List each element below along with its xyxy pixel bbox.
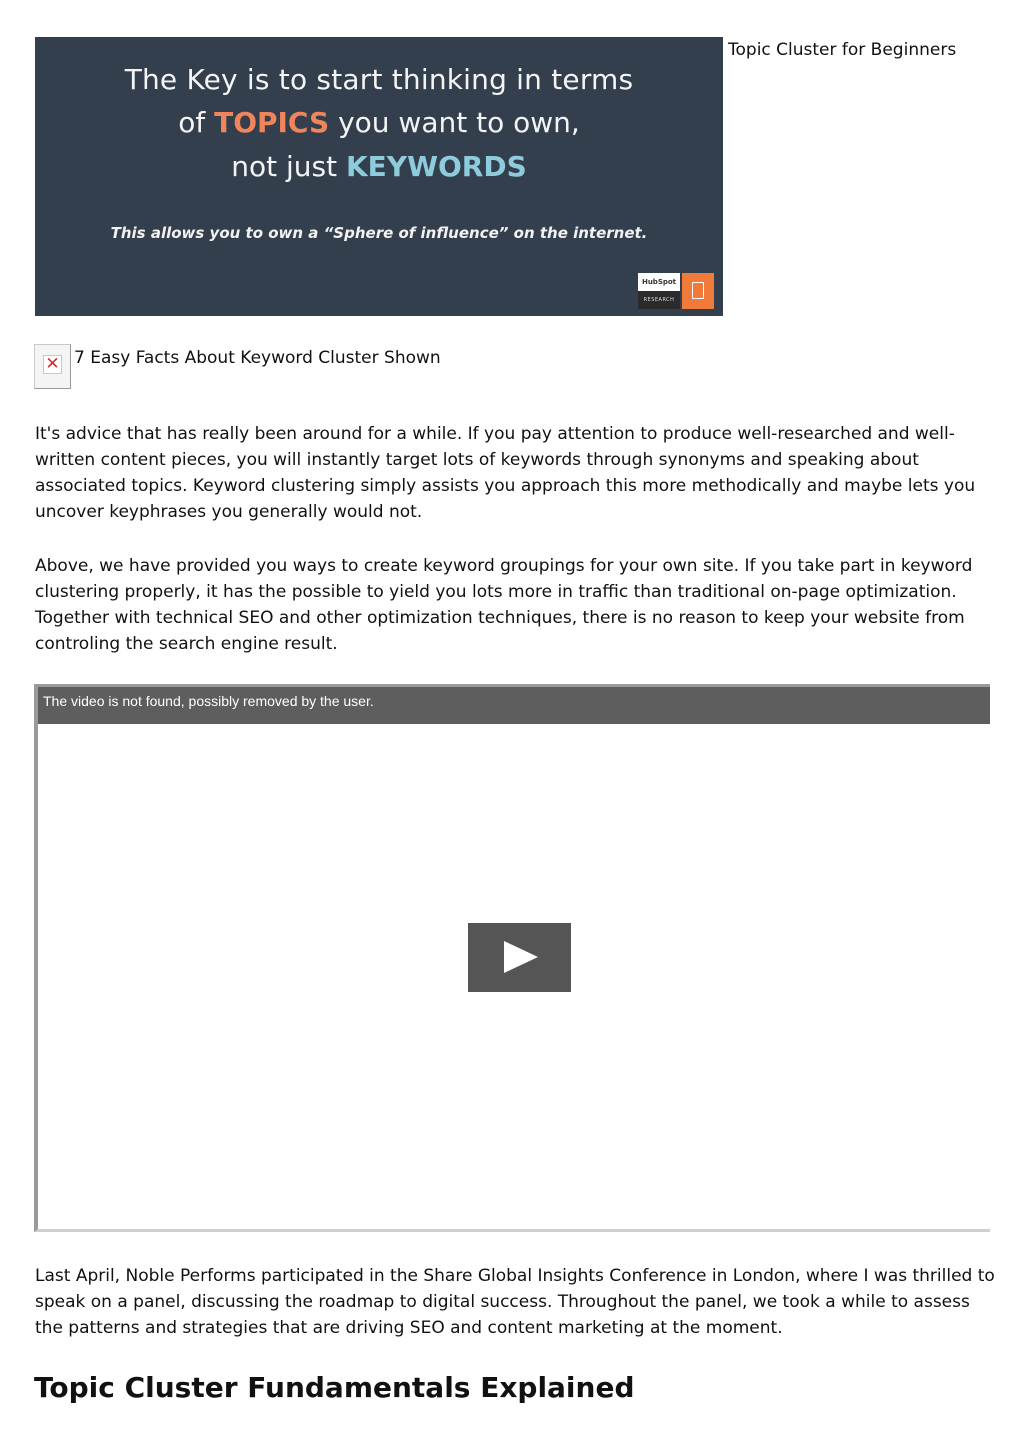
hero-caption: Topic Cluster for Beginners (728, 40, 957, 60)
close-icon: ✕ (43, 355, 62, 374)
logo-top-text: HubSpot (638, 273, 680, 291)
broken-image-caption: 7 Easy Facts About Keyword Cluster Shown (74, 348, 441, 368)
logo-bottom-text: RESEARCH (638, 291, 680, 309)
broken-image-icon (34, 344, 71, 389)
video-title-bar (38, 687, 990, 724)
hero-line-2 (35, 106, 723, 139)
section-heading: Topic Cluster Fundamentals Explained (34, 1371, 635, 1404)
play-button[interactable] (468, 923, 571, 992)
paragraph-1: It's advice that has really been around for a while. If you pay attention to produce well-researched and well-written content pieces, you will instantly target lots of keywords through synonyms and speaking about associated topics. Keyword clustering simply assists you approach this more methodically and maybe lets you uncover keyphrases you generally would not. (35, 424, 976, 522)
hubspot-research-logo (638, 273, 714, 309)
hero-line-1: The Key is to start thinking in terms (124, 63, 634, 96)
play-icon (504, 941, 538, 973)
paragraph-3: Last April, Noble Performs participated in the Share Global Insights Conference in London, where I was thrilled to speak on a panel, discussing the roadmap to digital success. Throughout the panel, we took a while to assess the patterns and strategies that are driving SEO and content marketing at the moment. (35, 1266, 995, 1338)
video-player[interactable] (34, 684, 990, 1232)
video-error-message: The video is not found, possibly removed by the user. (43, 693, 374, 709)
hero-subline: This allows you to own a “Sphere of influence” on the internet. (110, 224, 648, 242)
hero-keywords-word: KEYWORDS (345, 150, 527, 183)
hero-line-2-pre: of (178, 106, 215, 139)
hero-line-2-post: you want to own, (329, 106, 580, 139)
hero-topics-word: TOPICS (214, 106, 330, 139)
hero-line-3 (35, 150, 723, 183)
hero-image (35, 37, 723, 316)
paragraph-2: Above, we have provided you ways to create keyword groupings for your own site. If you take part in keyword clustering properly, it has the possible to yield you lots more in traffic than traditional on-page optimization. Together with technical SEO and other optimization techniques, there is no reason to keep your website from controling the search engine result. (35, 556, 973, 654)
hero-line-3-pre: not just (231, 150, 346, 183)
document-icon (682, 273, 714, 309)
